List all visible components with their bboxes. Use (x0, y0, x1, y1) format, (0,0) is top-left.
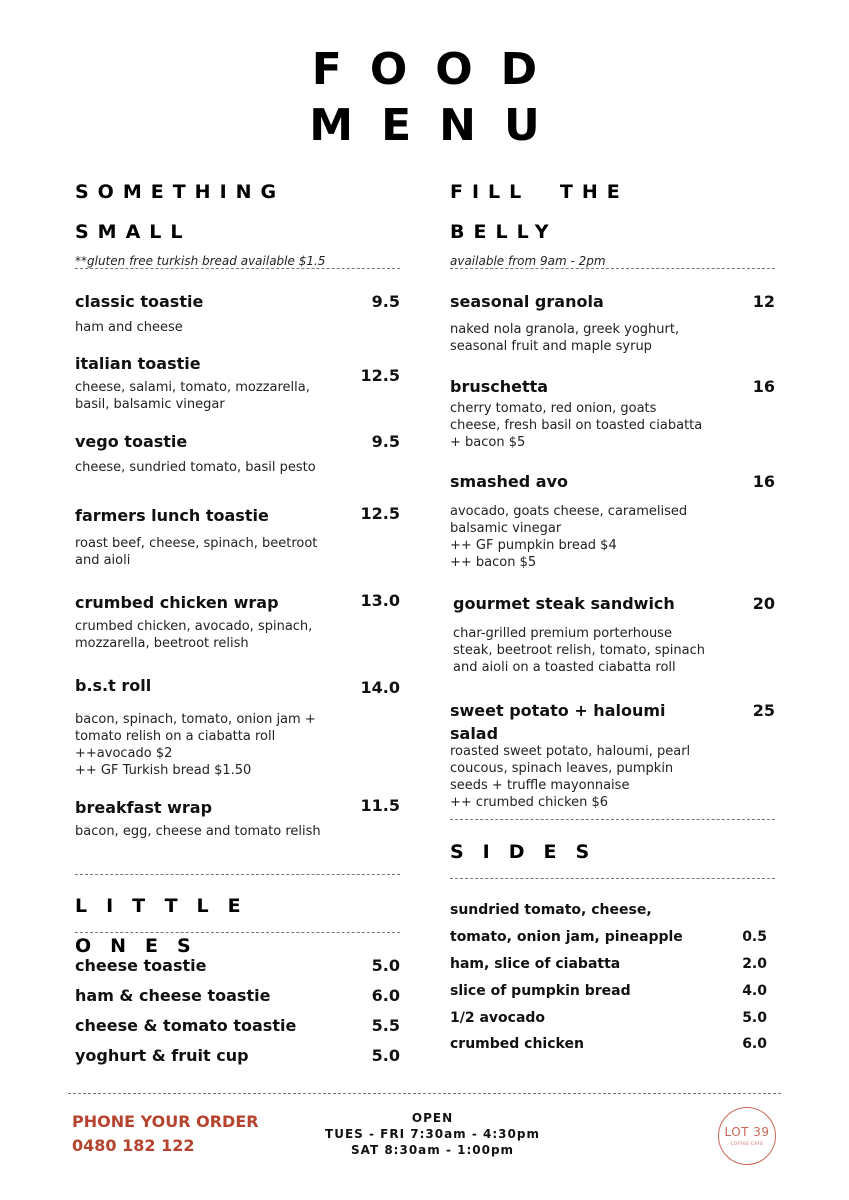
section-heading-little-ones: LITTLE ONES (75, 895, 260, 957)
item-name: italian toastie (75, 354, 201, 373)
phone-order-label: PHONE YOUR ORDER (72, 1112, 259, 1131)
lot39-logo (718, 1107, 776, 1165)
section-heading-fill-the: FILL THE (450, 181, 629, 203)
phone-number[interactable]: 0480 182 122 (72, 1136, 195, 1155)
item-name: seasonal granola (450, 292, 604, 311)
item-name: crumbed chicken (450, 1036, 584, 1052)
item-price: 11.5 (360, 796, 400, 815)
opening-hours (300, 1110, 565, 1158)
right-column (450, 172, 775, 1072)
little-ones-item (75, 986, 400, 1005)
item-name: b.s.t roll (75, 676, 152, 695)
item-name: vego toastie (75, 432, 188, 451)
side-item (450, 929, 775, 945)
item-name: smashed avo (450, 472, 568, 491)
hours-saturday: SAT 8:30am - 1:00pm (350, 1143, 515, 1157)
side-item (450, 902, 775, 918)
item-name: sweet potato + haloumi (450, 701, 666, 720)
left-column (75, 172, 400, 1072)
item-name: cheese toastie (75, 956, 207, 975)
item-price: 25 (752, 701, 775, 720)
item-price: 6.0 (371, 986, 400, 1005)
item-name: sundried tomato, cheese, (450, 902, 652, 918)
item-price: 5.0 (742, 1010, 767, 1026)
item-description: naked nola granola, greek yoghurt, seasonal fruit and maple syrup (450, 322, 680, 354)
menu-item (75, 354, 400, 413)
menu-item (75, 676, 400, 779)
side-item (450, 1010, 775, 1026)
section-heading-sides: SIDES (450, 841, 609, 863)
menu-title-food: FOOD (311, 44, 566, 95)
little-ones-item (75, 1046, 400, 1065)
menu-item (450, 472, 775, 571)
item-name: bruschetta (450, 377, 549, 396)
item-name-continued: salad (450, 724, 499, 743)
item-description: roast beef, cheese, spinach, beetroot and aioli (75, 536, 318, 568)
logo-subtext: COFFEE CAFE (730, 1141, 764, 1146)
item-description: cherry tomato, red onion, goats cheese, fresh basil on toasted ciabatta + bacon $5 (450, 401, 703, 450)
item-price: 9.5 (371, 432, 400, 451)
side-item (450, 956, 775, 972)
item-description: ham and cheese (75, 320, 183, 335)
item-price: 4.0 (742, 983, 767, 999)
item-description: char-grilled premium porterhouse steak, beetroot relish, tomato, spinach and aioli on a toasted ciabatta roll (453, 626, 705, 675)
item-description: crumbed chicken, avocado, spinach, mozzarella, beetroot relish (75, 619, 313, 651)
section-heading-belly: BELLY (450, 221, 558, 243)
item-name: farmers lunch toastie (75, 506, 269, 525)
menu-title-menu: MENU (309, 100, 568, 151)
item-price: 14.0 (360, 678, 400, 697)
item-price: 16 (752, 377, 775, 396)
side-item (450, 983, 775, 999)
divider (75, 932, 400, 933)
divider (75, 874, 400, 875)
item-description: bacon, spinach, tomato, onion jam + tomato relish on a ciabatta roll ++avocado $2 ++ GF Turkish bread $1.50 (75, 712, 316, 778)
item-price: 6.0 (742, 1036, 767, 1052)
menu-item (75, 432, 400, 476)
little-ones-item (75, 1016, 400, 1035)
item-name: gourmet steak sandwich (453, 594, 675, 613)
menu-item (450, 701, 775, 811)
item-name: cheese & tomato toastie (75, 1016, 297, 1035)
item-description: cheese, salami, tomato, mozzarella, basil, balsamic vinegar (75, 380, 310, 412)
gluten-free-note: **gluten free turkish bread available $1.5 (75, 254, 326, 268)
item-name: ham & cheese toastie (75, 986, 271, 1005)
little-ones-item (75, 956, 400, 975)
item-name: breakfast wrap (75, 798, 213, 817)
item-price: 5.0 (371, 1046, 400, 1065)
item-price: 12 (752, 292, 775, 311)
section-heading-small: SMALL (75, 221, 192, 243)
item-price: 12.5 (360, 504, 400, 523)
menu-item (75, 506, 400, 569)
item-price: 13.0 (360, 591, 400, 610)
item-price: 12.5 (360, 366, 400, 385)
item-description: roasted sweet potato, haloumi, pearl coucous, spinach leaves, pumpkin seeds + truffle mayonnaise ++ crumbed chicken $6 (450, 744, 691, 810)
menu-item (450, 292, 775, 355)
logo-text: LOT 39 (724, 1125, 770, 1139)
item-price: 0.5 (742, 929, 767, 945)
menu-item (453, 594, 775, 676)
menu-item (450, 377, 775, 451)
hours-weekday: TUES - FRI 7:30am - 4:30pm (325, 1127, 540, 1141)
item-name: slice of pumpkin bread (450, 983, 631, 999)
item-name: classic toastie (75, 292, 204, 311)
section-heading-something: SOMETHING (75, 181, 286, 203)
item-name: 1/2 avocado (450, 1010, 546, 1026)
item-name: crumbed chicken wrap (75, 593, 279, 612)
menu-item (75, 593, 400, 652)
side-item (450, 1036, 775, 1052)
item-name: tomato, onion jam, pineapple (450, 929, 683, 945)
item-price: 9.5 (371, 292, 400, 311)
open-label: OPEN (411, 1111, 454, 1125)
item-description: cheese, sundried tomato, basil pesto (75, 460, 316, 475)
item-name: ham, slice of ciabatta (450, 956, 621, 972)
item-name: yoghurt & fruit cup (75, 1046, 249, 1065)
divider (450, 268, 775, 269)
divider (450, 819, 775, 820)
item-description: bacon, egg, cheese and tomato relish (75, 824, 321, 839)
footer-divider (68, 1093, 781, 1094)
item-price: 5.5 (371, 1016, 400, 1035)
item-price: 16 (752, 472, 775, 491)
menu-item (75, 798, 400, 840)
divider (450, 878, 775, 879)
menu-item (75, 292, 400, 336)
item-price: 20 (752, 594, 775, 613)
divider (75, 268, 400, 269)
item-price: 5.0 (371, 956, 400, 975)
item-price: 2.0 (742, 956, 767, 972)
availability-note: available from 9am - 2pm (450, 254, 606, 268)
item-description: avocado, goats cheese, caramelised balsamic vinegar ++ GF pumpkin bread $4 ++ bacon $5 (450, 504, 688, 570)
